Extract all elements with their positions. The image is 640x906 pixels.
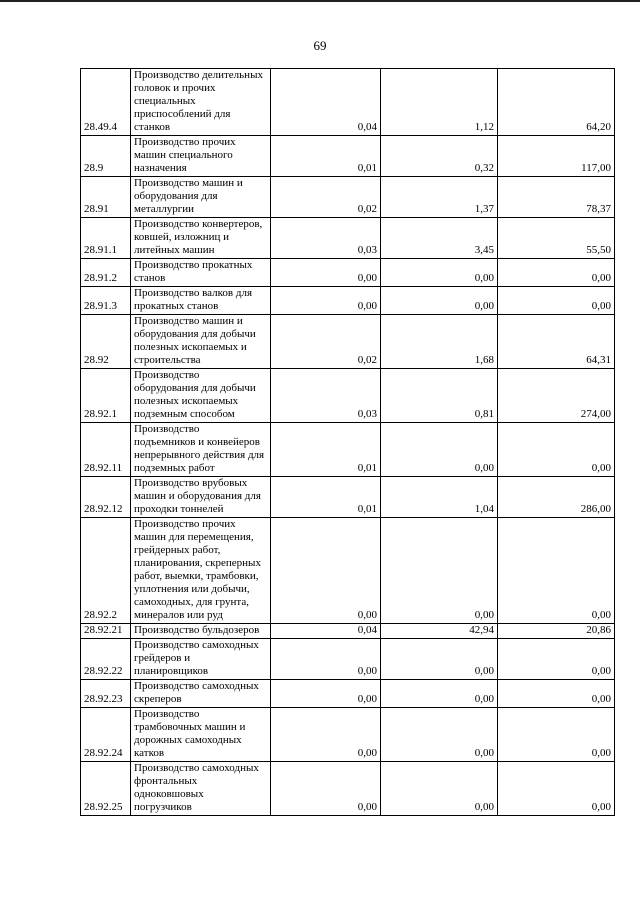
value-1-cell: 0,03 bbox=[271, 369, 381, 423]
value-3-cell: 0,00 bbox=[498, 680, 615, 708]
table-row bbox=[81, 708, 615, 762]
table-row bbox=[81, 680, 615, 708]
okved-code-cell: 28.91.3 bbox=[81, 287, 131, 315]
table-row bbox=[81, 518, 615, 624]
value-3-cell: 0,00 bbox=[498, 287, 615, 315]
value-1-cell: 0,00 bbox=[271, 762, 381, 816]
value-1-cell: 0,00 bbox=[271, 287, 381, 315]
value-2-cell: 0,00 bbox=[381, 762, 498, 816]
value-3-cell: 0,00 bbox=[498, 423, 615, 477]
okved-code-cell: 28.92.22 bbox=[81, 639, 131, 680]
activity-name-cell: Производство оборудования для добычи полезных ископаемых подземным способом bbox=[131, 369, 271, 423]
table-row bbox=[81, 287, 615, 315]
okved-code-cell: 28.92.24 bbox=[81, 708, 131, 762]
okved-code-cell: 28.91.2 bbox=[81, 259, 131, 287]
value-2-cell: 0,00 bbox=[381, 287, 498, 315]
value-1-cell: 0,00 bbox=[271, 680, 381, 708]
value-2-cell: 0,00 bbox=[381, 423, 498, 477]
okved-code-cell: 28.49.4 bbox=[81, 69, 131, 136]
activity-name-cell: Производство валков для прокатных станов bbox=[131, 287, 271, 315]
table-row bbox=[81, 762, 615, 816]
page-number: 69 bbox=[313, 38, 327, 53]
value-1-cell: 0,04 bbox=[271, 624, 381, 639]
okved-code-cell: 28.92.12 bbox=[81, 477, 131, 518]
value-3-cell: 0,00 bbox=[498, 639, 615, 680]
okved-code-cell: 28.91.1 bbox=[81, 218, 131, 259]
value-3-cell: 20,86 bbox=[498, 624, 615, 639]
table-row bbox=[81, 315, 615, 369]
okved-code-cell: 28.92.2 bbox=[81, 518, 131, 624]
value-2-cell: 0,00 bbox=[381, 639, 498, 680]
value-3-cell: 0,00 bbox=[498, 708, 615, 762]
table-row bbox=[81, 423, 615, 477]
value-3-cell: 64,31 bbox=[498, 315, 615, 369]
value-1-cell: 0,02 bbox=[271, 177, 381, 218]
activity-name-cell: Производство бульдозеров bbox=[131, 624, 271, 639]
activity-name-cell: Производство конвертеров, ковшей, изложниц и литейных машин bbox=[131, 218, 271, 259]
value-1-cell: 0,02 bbox=[271, 315, 381, 369]
okved-code-cell: 28.92 bbox=[81, 315, 131, 369]
table-row bbox=[81, 69, 615, 136]
value-2-cell: 0,32 bbox=[381, 136, 498, 177]
okved-code-cell: 28.92.11 bbox=[81, 423, 131, 477]
industry-data-table bbox=[80, 68, 615, 816]
activity-name-cell: Производство машин и оборудования для добычи полезных ископаемых и строительства bbox=[131, 315, 271, 369]
value-2-cell: 1,12 bbox=[381, 69, 498, 136]
value-3-cell: 55,50 bbox=[498, 218, 615, 259]
value-3-cell: 274,00 bbox=[498, 369, 615, 423]
table-body bbox=[81, 69, 615, 816]
okved-code-cell: 28.92.21 bbox=[81, 624, 131, 639]
value-3-cell: 0,00 bbox=[498, 259, 615, 287]
value-2-cell: 0,00 bbox=[381, 518, 498, 624]
table-row bbox=[81, 624, 615, 639]
value-1-cell: 0,01 bbox=[271, 136, 381, 177]
value-1-cell: 0,00 bbox=[271, 518, 381, 624]
value-2-cell: 0,81 bbox=[381, 369, 498, 423]
activity-name-cell: Производство трамбовочных машин и дорожных самоходных катков bbox=[131, 708, 271, 762]
value-1-cell: 0,00 bbox=[271, 708, 381, 762]
value-3-cell: 0,00 bbox=[498, 518, 615, 624]
activity-name-cell: Производство самоходных скреперов bbox=[131, 680, 271, 708]
table-row bbox=[81, 177, 615, 218]
value-3-cell: 64,20 bbox=[498, 69, 615, 136]
okved-code-cell: 28.92.23 bbox=[81, 680, 131, 708]
table-row bbox=[81, 136, 615, 177]
table-row bbox=[81, 369, 615, 423]
activity-name-cell: Производство делительных головок и прочих специальных приспособлений для станков bbox=[131, 69, 271, 136]
value-2-cell: 0,00 bbox=[381, 259, 498, 287]
value-3-cell: 0,00 bbox=[498, 762, 615, 816]
value-2-cell: 3,45 bbox=[381, 218, 498, 259]
okved-code-cell: 28.91 bbox=[81, 177, 131, 218]
table-row bbox=[81, 259, 615, 287]
table-row bbox=[81, 477, 615, 518]
activity-name-cell: Производство самоходных грейдеров и планировщиков bbox=[131, 639, 271, 680]
value-3-cell: 78,37 bbox=[498, 177, 615, 218]
okved-code-cell: 28.92.1 bbox=[81, 369, 131, 423]
activity-name-cell: Производство самоходных фронтальных одноковшовых погрузчиков bbox=[131, 762, 271, 816]
value-2-cell: 42,94 bbox=[381, 624, 498, 639]
okved-code-cell: 28.9 bbox=[81, 136, 131, 177]
value-2-cell: 0,00 bbox=[381, 708, 498, 762]
value-1-cell: 0,00 bbox=[271, 639, 381, 680]
activity-name-cell: Производство машин и оборудования для металлургии bbox=[131, 177, 271, 218]
value-2-cell: 0,00 bbox=[381, 680, 498, 708]
value-1-cell: 0,03 bbox=[271, 218, 381, 259]
activity-name-cell: Производство прочих машин для перемещения, грейдерных работ, планирования, скреперных работ, выемки, трамбовки, уплотнения или добычи, самоходных, для грунта, минералов или руд bbox=[131, 518, 271, 624]
activity-name-cell: Производство прочих машин специального назначения bbox=[131, 136, 271, 177]
value-1-cell: 0,01 bbox=[271, 477, 381, 518]
value-1-cell: 0,00 bbox=[271, 259, 381, 287]
activity-name-cell: Производство врубовых машин и оборудования для проходки тоннелей bbox=[131, 477, 271, 518]
activity-name-cell: Производство подъемников и конвейеров непрерывного действия для подземных работ bbox=[131, 423, 271, 477]
value-2-cell: 1,04 bbox=[381, 477, 498, 518]
page-top-border bbox=[0, 0, 640, 2]
value-3-cell: 286,00 bbox=[498, 477, 615, 518]
table-row bbox=[81, 218, 615, 259]
value-2-cell: 1,37 bbox=[381, 177, 498, 218]
value-3-cell: 117,00 bbox=[498, 136, 615, 177]
activity-name-cell: Производство прокатных станов bbox=[131, 259, 271, 287]
value-1-cell: 0,01 bbox=[271, 423, 381, 477]
value-2-cell: 1,68 bbox=[381, 315, 498, 369]
table-row bbox=[81, 639, 615, 680]
value-1-cell: 0,04 bbox=[271, 69, 381, 136]
okved-code-cell: 28.92.25 bbox=[81, 762, 131, 816]
